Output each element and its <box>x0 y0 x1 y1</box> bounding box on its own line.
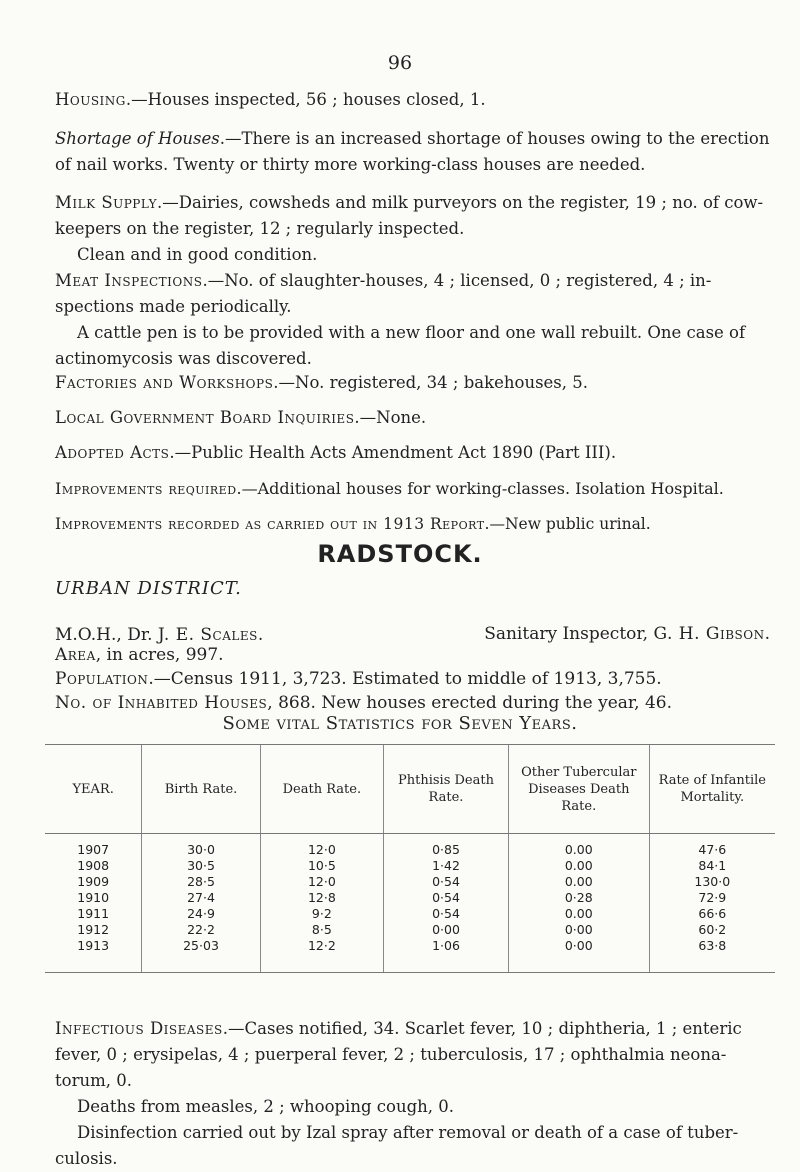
cell-other-tubercular: 0·00 <box>508 922 649 938</box>
header-other-tubercular: Other Tubercular Diseases Death Rate. <box>508 745 649 834</box>
header-phthisis: Phthisis Death Rate. <box>384 745 509 834</box>
infectious-label: Infectious Diseases <box>55 1019 223 1038</box>
houses-text: , 868. New houses erected during the year, 46. <box>267 693 672 713</box>
shortage-label: Shortage of Houses <box>55 129 220 148</box>
table-row <box>45 922 775 938</box>
population-text: .—Census 1911, 3,723. Estimated to middle of 1913, 3,755. <box>148 669 662 689</box>
adopted-label: Adopted Acts <box>55 443 170 462</box>
improvements-required-label: Improvements required <box>55 479 237 498</box>
milk-label: Milk Supply <box>55 193 158 212</box>
cell-death-rate: 12·8 <box>260 890 383 906</box>
housing-label: Housing <box>55 90 126 109</box>
cell-other-tubercular: 0.00 <box>508 858 649 874</box>
cell-birth-rate: 27·4 <box>142 890 260 906</box>
page-number: 96 <box>387 52 413 74</box>
cell-year: 1912 <box>77 922 110 937</box>
town-heading: RADSTOCK. <box>317 540 483 568</box>
housing-text: .—Houses inspected, 56 ; houses closed, 1. <box>125 90 486 109</box>
area-line <box>55 642 770 668</box>
table-row <box>45 874 775 890</box>
area-label: Area <box>55 645 96 665</box>
cell-death-rate: 8·5 <box>260 922 383 938</box>
table-row <box>45 938 775 973</box>
cell-infantile: 84·1 <box>649 858 775 874</box>
factories-paragraph <box>55 370 770 396</box>
cell-phthisis: 1·06 <box>384 938 509 973</box>
infectious-paragraph <box>55 1016 770 1172</box>
cell-birth-rate: 22·2 <box>142 922 260 938</box>
cell-other-tubercular: 0·28 <box>508 890 649 906</box>
cell-infantile: 63·8 <box>649 938 775 973</box>
cell-infantile: 130·0 <box>649 874 775 890</box>
sanitary-suffix: . <box>764 624 770 644</box>
cell-phthisis: 0·54 <box>384 906 509 922</box>
vital-statistics-table <box>45 744 775 973</box>
milk-text: .—Dairies, cowsheds and milk purveyors on the register, 19 ; no. of cow-keepers on the register, 12 ; regularly inspected. <box>55 193 764 238</box>
housing-paragraph <box>55 87 770 113</box>
infectious-text-2: Deaths from measles, 2 ; whooping cough, 0. <box>77 1097 454 1116</box>
meat-paragraph <box>55 268 770 372</box>
population-line <box>55 666 770 692</box>
improvements-required-text: .—Additional houses for working-classes. Isolation Hospital. <box>236 479 724 498</box>
meat-text-2: A cattle pen is to be provided with a new floor and one wall rebuilt. One case of actinomycosis was discovered. <box>55 323 746 368</box>
cell-death-rate: 12·2 <box>260 938 383 973</box>
milk-text-2: Clean and in good condition. <box>77 245 318 264</box>
lgb-label: Local Government Board Inquiries <box>55 408 355 427</box>
cell-death-rate: 12·0 <box>260 834 383 859</box>
milk-paragraph <box>55 190 770 268</box>
cell-year: 1907 <box>77 842 110 857</box>
table-header-row <box>45 745 775 834</box>
sanitary-prefix: Sanitary Inspector, <box>484 624 654 644</box>
factories-label: Factories and Workshops <box>55 373 274 392</box>
cell-year: 1911 <box>77 906 110 921</box>
cell-other-tubercular: 0.00 <box>508 906 649 922</box>
lgb-text: .—None. <box>354 408 427 427</box>
improvements-required-paragraph <box>55 476 770 502</box>
moh-prefix: M.O.H., Dr. <box>55 625 158 645</box>
lgb-paragraph <box>55 405 770 431</box>
moh-name: J. E. Scales <box>157 625 258 645</box>
header-death-rate: Death Rate. <box>260 745 383 834</box>
table-title: Some vital Statistics for Seven Years. <box>222 713 578 734</box>
cell-phthisis: 0·54 <box>384 874 509 890</box>
houses-label: No. of Inhabited Houses <box>55 693 268 713</box>
cell-year: 1909 <box>77 874 110 889</box>
area-text: , in acres, 997. <box>95 645 224 665</box>
cell-birth-rate: 28·5 <box>142 874 260 890</box>
cell-birth-rate: 24·9 <box>142 906 260 922</box>
cell-infantile: 66·6 <box>649 906 775 922</box>
meat-text: .—No. of slaughter-houses, 4 ; licensed, 0 ; registered, 4 ; in-spections made periodically. <box>55 271 712 316</box>
improvements-recorded-text: .—New public urinal. <box>484 515 651 533</box>
cell-phthisis: 0·00 <box>384 922 509 938</box>
shortage-text: .—There is an increased shortage of houses owing to the erection of nail works. Twenty or thirty more working-class houses are needed. <box>55 129 770 174</box>
cell-year: 1908 <box>77 858 110 873</box>
cell-infantile: 72·9 <box>649 890 775 906</box>
cell-phthisis: 0·85 <box>384 834 509 859</box>
cell-death-rate: 9·2 <box>260 906 383 922</box>
improvements-recorded-label: Improvements recorded as carried out in 1913 Report <box>55 515 485 533</box>
adopted-paragraph <box>55 440 770 466</box>
cell-other-tubercular: 0.00 <box>508 834 649 859</box>
cell-death-rate: 10·5 <box>260 858 383 874</box>
header-year: YEAR. <box>45 745 142 834</box>
district-heading: URBAN DISTRICT. <box>55 578 242 599</box>
factories-text: .—No. registered, 34 ; bakehouses, 5. <box>273 373 588 392</box>
cell-infantile: 47·6 <box>649 834 775 859</box>
meat-label: Meat Inspections <box>55 271 203 290</box>
cell-birth-rate: 30·5 <box>142 858 260 874</box>
sanitary-inspector-line <box>484 624 770 644</box>
cell-other-tubercular: 0·00 <box>508 938 649 973</box>
table-row <box>45 906 775 922</box>
adopted-text: .—Public Health Acts Amendment Act 1890 (Part III). <box>169 443 617 462</box>
cell-year: 1910 <box>77 890 110 905</box>
cell-phthisis: 0·54 <box>384 890 509 906</box>
cell-year: 1913 <box>45 938 142 973</box>
cell-phthisis: 1·42 <box>384 858 509 874</box>
header-infantile-mortality: Rate of Infantile Mortality. <box>649 745 775 834</box>
cell-infantile: 60·2 <box>649 922 775 938</box>
header-birth-rate: Birth Rate. <box>142 745 260 834</box>
cell-birth-rate: 25·03 <box>142 938 260 973</box>
cell-birth-rate: 30·0 <box>142 834 260 859</box>
population-label: Population <box>55 669 149 689</box>
sanitary-name: G. H. Gibson <box>653 624 765 644</box>
cell-death-rate: 12·0 <box>260 874 383 890</box>
infectious-text: .—Cases notified, 34. Scarlet fever, 10 ; diphtheria, 1 ; enteric fever, 0 ; erysipelas, 4 ; puerperal fever, 2 ; tuberculosis, 17 ; ophthalmia neona-torum, 0. <box>55 1019 742 1090</box>
table-row <box>45 834 775 859</box>
table-row <box>45 858 775 874</box>
cell-other-tubercular: 0.00 <box>508 874 649 890</box>
improvements-recorded-paragraph <box>55 511 770 537</box>
infectious-text-3: Disinfection carried out by Izal spray after removal or death of a case of tuber-culosis. <box>55 1123 739 1168</box>
moh-suffix: . <box>257 625 264 645</box>
shortage-paragraph <box>55 126 770 178</box>
table-row <box>45 890 775 906</box>
